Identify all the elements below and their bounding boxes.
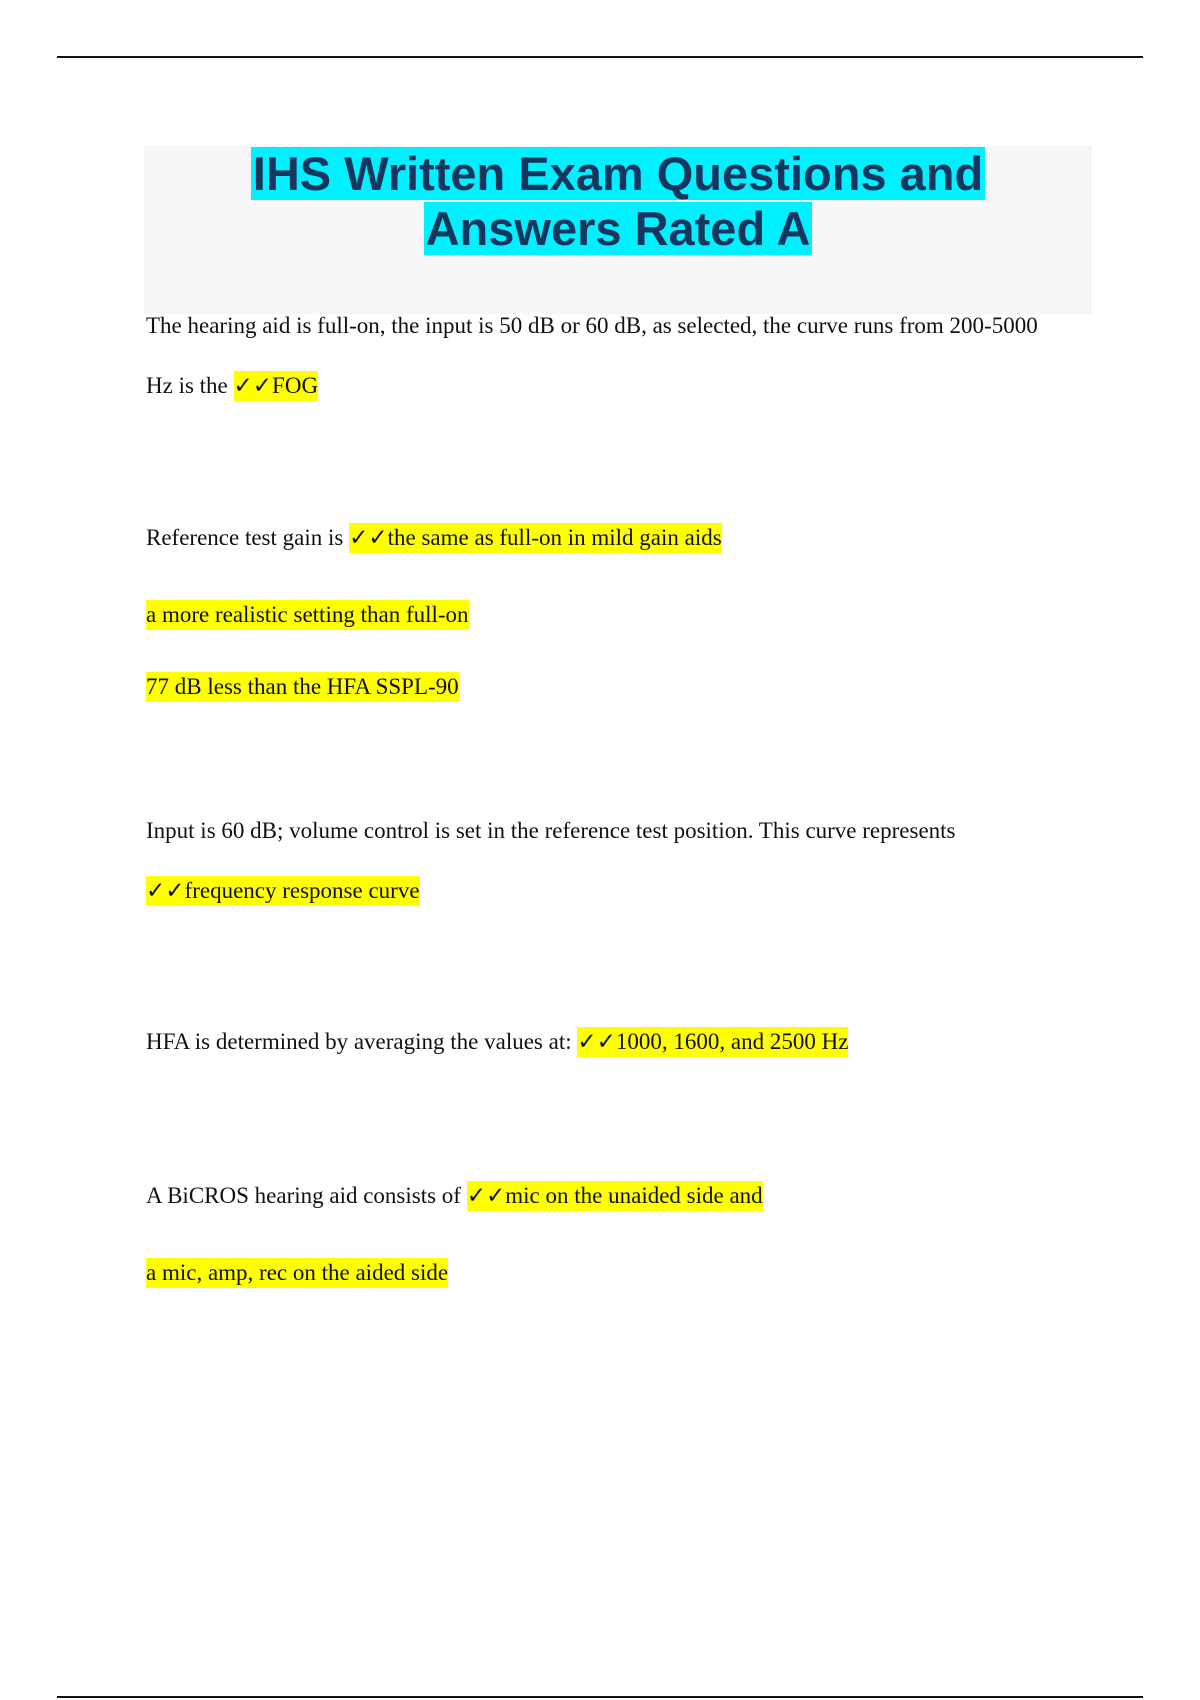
question-3-text: Input is 60 dB; volume control is set in the reference test position. This curve represents [146, 818, 956, 843]
question-2-answer-line-1: ✓✓the same as full-on in mild gain aids [349, 523, 722, 553]
question-3-line-2 [146, 876, 420, 906]
footer-rule [57, 1696, 1143, 1698]
question-2-answer-line-3: 77 dB less than the HFA SSPL-90 [146, 672, 459, 702]
question-4-prompt: HFA is determined by averaging the values at: [146, 1029, 578, 1054]
question-5-line-2 [146, 1258, 448, 1288]
question-2-answer-line-2: a more realistic setting than full-on [146, 600, 469, 630]
question-5-answer-line-2: a mic, amp, rec on the aided side [146, 1258, 448, 1288]
question-4-line [146, 1027, 848, 1057]
question-1-answer: ✓✓FOG [234, 371, 319, 401]
question-2-prompt: Reference test gain is [146, 525, 350, 550]
question-1-text: The hearing aid is full-on, the input is 50 dB or 60 dB, as selected, the curve runs from 200-5000 [146, 313, 1038, 338]
title-line-1: IHS Written Exam Questions and [252, 147, 984, 200]
question-5-prompt: A BiCROS hearing aid consists of [146, 1183, 467, 1208]
question-3-answer: ✓✓frequency response curve [146, 876, 420, 906]
header-rule [57, 56, 1143, 58]
question-4-answer: ✓✓1000, 1600, and 2500 Hz [577, 1027, 848, 1057]
question-2-line-1 [146, 523, 722, 553]
document-title [144, 146, 1092, 256]
question-1-prefix: Hz is the [146, 373, 234, 398]
title-line-2: Answers Rated A [425, 202, 811, 255]
question-5-answer-line-1: ✓✓mic on the unaided side and [467, 1181, 763, 1211]
question-5-line-1 [146, 1181, 763, 1211]
question-2-line-2 [146, 600, 469, 630]
question-2-line-3 [146, 672, 459, 702]
question-1-line-2 [146, 371, 318, 401]
